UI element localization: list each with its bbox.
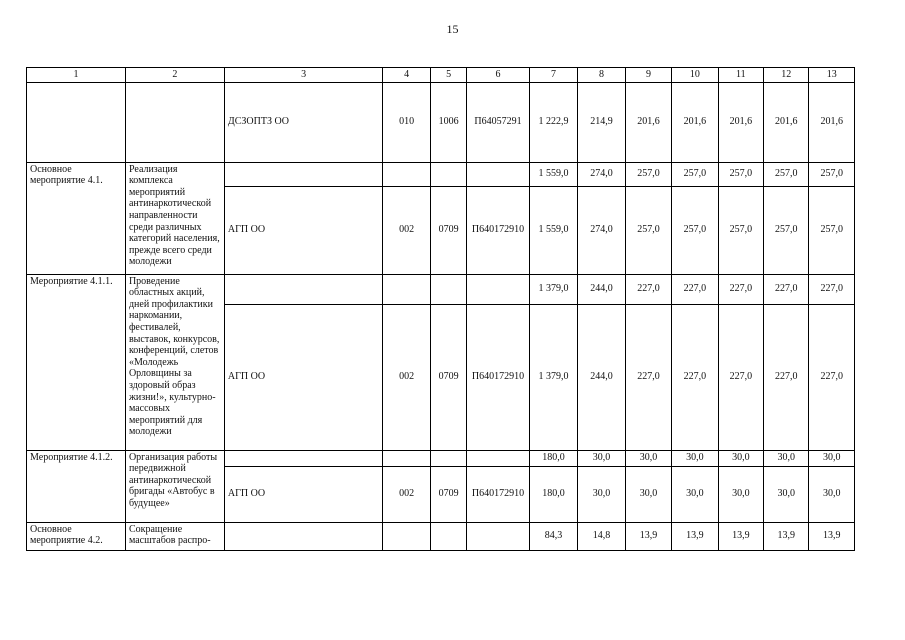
total-cell: 227,0 [718,274,763,304]
value-cell: 180,0 [529,466,577,522]
total-cell: 30,0 [809,450,855,466]
total-cell: 13,9 [718,522,763,550]
code-cell: П64057291 [467,82,530,162]
code-cell [383,162,430,186]
total-cell: 257,0 [764,162,809,186]
measure-name-cell: Мероприятие 4.1.2. [27,450,126,522]
code-cell [467,274,530,304]
code-cell [430,274,466,304]
value-cell: 274,0 [578,186,625,274]
column-header: 12 [764,68,809,83]
value-cell: 201,6 [809,82,855,162]
value-cell: 201,6 [672,82,718,162]
code-cell: 002 [383,186,430,274]
code-cell: П640172910 [467,186,530,274]
code-cell: 1006 [430,82,466,162]
total-cell: 274,0 [578,162,625,186]
value-cell: 227,0 [809,304,855,450]
total-cell: 257,0 [625,162,671,186]
total-cell: 14,8 [578,522,625,550]
value-cell: 257,0 [672,186,718,274]
value-cell: 30,0 [625,466,671,522]
code-cell: 0709 [430,466,466,522]
value-cell: 30,0 [672,466,718,522]
executor-cell: ДСЗОПТЗ ОО [224,82,383,162]
value-cell: 30,0 [809,466,855,522]
measure-name-cell: Мероприятие 4.1.1. [27,274,126,450]
value-cell: 227,0 [625,304,671,450]
budget-table [26,67,855,551]
code-cell: 002 [383,304,430,450]
value-cell: 30,0 [764,466,809,522]
value-cell: 201,6 [718,82,763,162]
value-cell: 257,0 [764,186,809,274]
total-cell: 13,9 [809,522,855,550]
executor-cell [224,274,383,304]
total-cell: 1 559,0 [529,162,577,186]
code-cell [467,522,530,550]
code-cell [383,450,430,466]
code-cell [383,522,430,550]
total-cell: 30,0 [672,450,718,466]
total-cell: 227,0 [809,274,855,304]
code-cell: П640172910 [467,466,530,522]
measure-desc-cell: Реализация комплекса мероприятий антинаркотической направленности среди различных категорий населения, прежде всего среди молодежи [125,162,224,274]
value-cell: 201,6 [764,82,809,162]
total-cell: 84,3 [529,522,577,550]
column-header: 6 [467,68,530,83]
column-header: 8 [578,68,625,83]
value-cell: 257,0 [809,186,855,274]
table-row [27,82,855,162]
total-cell: 180,0 [529,450,577,466]
executor-cell [224,450,383,466]
value-cell: 30,0 [578,466,625,522]
total-cell: 227,0 [625,274,671,304]
total-cell: 244,0 [578,274,625,304]
code-cell [430,162,466,186]
total-cell: 1 379,0 [529,274,577,304]
column-header: 1 [27,68,126,83]
measure-desc-cell [125,82,224,162]
table-row [27,162,855,186]
value-cell: 227,0 [672,304,718,450]
value-cell: 257,0 [625,186,671,274]
value-cell: 1 559,0 [529,186,577,274]
code-cell [430,522,466,550]
value-cell: 244,0 [578,304,625,450]
code-cell [430,450,466,466]
total-cell: 227,0 [764,274,809,304]
code-cell [383,274,430,304]
total-cell: 13,9 [625,522,671,550]
column-header: 11 [718,68,763,83]
total-cell: 227,0 [672,274,718,304]
measure-name-cell: Основное мероприятие 4.1. [27,162,126,274]
code-cell [467,450,530,466]
table-row [27,522,855,550]
column-header: 10 [672,68,718,83]
measure-name-cell: Основное мероприятие 4.2. [27,522,126,550]
column-header: 2 [125,68,224,83]
column-header: 5 [430,68,466,83]
value-cell: 30,0 [718,466,763,522]
measure-desc-cell: Организация работы передвижной антинаркотической бригады «Автобус в будущее» [125,450,224,522]
code-cell: 002 [383,466,430,522]
code-cell: П640172910 [467,304,530,450]
table-row [27,450,855,466]
table-row [27,274,855,304]
column-header: 7 [529,68,577,83]
executor-cell: АГП ОО [224,186,383,274]
code-cell [467,162,530,186]
code-cell: 010 [383,82,430,162]
executor-cell: АГП ОО [224,466,383,522]
value-cell: 1 222,9 [529,82,577,162]
code-cell: 0709 [430,186,466,274]
total-cell: 257,0 [718,162,763,186]
column-header: 3 [224,68,383,83]
total-cell: 30,0 [764,450,809,466]
total-cell: 30,0 [625,450,671,466]
measure-name-cell [27,82,126,162]
executor-cell [224,162,383,186]
value-cell: 227,0 [764,304,809,450]
total-cell: 257,0 [672,162,718,186]
total-cell: 13,9 [672,522,718,550]
column-header: 13 [809,68,855,83]
value-cell: 227,0 [718,304,763,450]
total-cell: 30,0 [578,450,625,466]
header-row [27,68,855,83]
value-cell: 201,6 [625,82,671,162]
value-cell: 214,9 [578,82,625,162]
measure-desc-cell: Сокращение масштабов распро- [125,522,224,550]
code-cell: 0709 [430,304,466,450]
executor-cell: АГП ОО [224,304,383,450]
column-header: 4 [383,68,430,83]
measure-desc-cell: Проведение областных акций, дней профилактики наркомании, фестивалей, выставок, конкурсов, конференций, слетов «Молодежь Орловщины за здоровый образ жизни!», культурно-массовых мероприятий для молодежи [125,274,224,450]
value-cell: 257,0 [718,186,763,274]
total-cell: 30,0 [718,450,763,466]
total-cell: 13,9 [764,522,809,550]
column-header: 9 [625,68,671,83]
page-number: 15 [446,22,459,36]
executor-cell [224,522,383,550]
value-cell: 1 379,0 [529,304,577,450]
total-cell: 257,0 [809,162,855,186]
